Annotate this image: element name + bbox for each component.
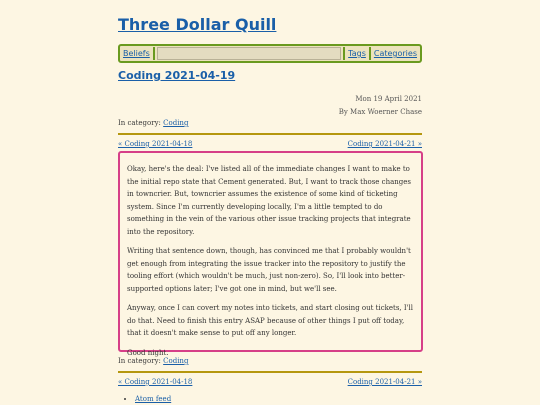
footer-links bbox=[118, 395, 171, 403]
post-category-bottom bbox=[118, 357, 188, 365]
post-title-link[interactable]: Coding 2021-04-19 bbox=[118, 69, 236, 82]
divider-rule bbox=[118, 371, 422, 373]
nav-bar bbox=[118, 44, 422, 63]
post-category bbox=[118, 119, 188, 127]
post-paragraph: Good night. bbox=[127, 348, 169, 357]
prev-post-link[interactable]: « Coding 2021-04-18 bbox=[118, 140, 193, 148]
next-post-link[interactable]: Coding 2021-04-21 » bbox=[347, 140, 422, 148]
post-pager-top bbox=[118, 140, 422, 148]
atom-feed-link[interactable]: Atom feed bbox=[135, 395, 172, 403]
nav-link-beliefs[interactable]: Beliefs bbox=[123, 49, 150, 58]
nav-link-categories[interactable]: Categories bbox=[373, 49, 417, 58]
post-date: Mon 19 April 2021 bbox=[355, 95, 422, 103]
site-title-link[interactable]: Three Dollar Quill bbox=[118, 15, 277, 34]
post-paragraph: Writing that sentence down, though, has convinced me that I probably wouldn't get enough from integrating the issue tracker into the repository to justify the tooling effort (which wouldn't be much, just non-zero). So, I'll look into better-supported options later; I've got one in mind, but we'll see. bbox=[127, 247, 411, 293]
nav-spacer bbox=[157, 47, 341, 60]
category-prefix: In category: bbox=[118, 357, 161, 365]
post-author: By Max Woerner Chase bbox=[338, 108, 422, 116]
footer-item bbox=[135, 395, 171, 403]
post-body bbox=[118, 151, 423, 357]
post-pager-bottom bbox=[118, 378, 422, 386]
nav-link-tags[interactable]: Tags bbox=[348, 49, 366, 58]
next-post-link[interactable]: Coding 2021-04-21 » bbox=[347, 378, 422, 386]
post-paragraph: Anyway, once I can covert my notes into tickets, and start closing out tickets, I'll do that. Need to finish this entry ASAP because of other things I put off today, that it doesn't make sense to put off any longer. bbox=[127, 304, 414, 337]
post-paragraph: Okay, here's the deal: I've listed all of the immediate changes I want to make to the initial repo state that Cement generated. But, I want to track those changes in towncrier. But, towncrier assumes the existence of some kind of ticketing system. Since I'm currently developing locally, I'm a little tempted to do something in the vein of the various other issue tracking projects that integrate into the repository. bbox=[127, 165, 411, 236]
category-link[interactable]: Coding bbox=[163, 119, 189, 127]
category-link[interactable]: Coding bbox=[163, 357, 189, 365]
divider-rule bbox=[118, 133, 422, 135]
category-prefix: In category: bbox=[118, 119, 161, 127]
prev-post-link[interactable]: « Coding 2021-04-18 bbox=[118, 378, 193, 386]
nav-divider bbox=[153, 47, 155, 60]
